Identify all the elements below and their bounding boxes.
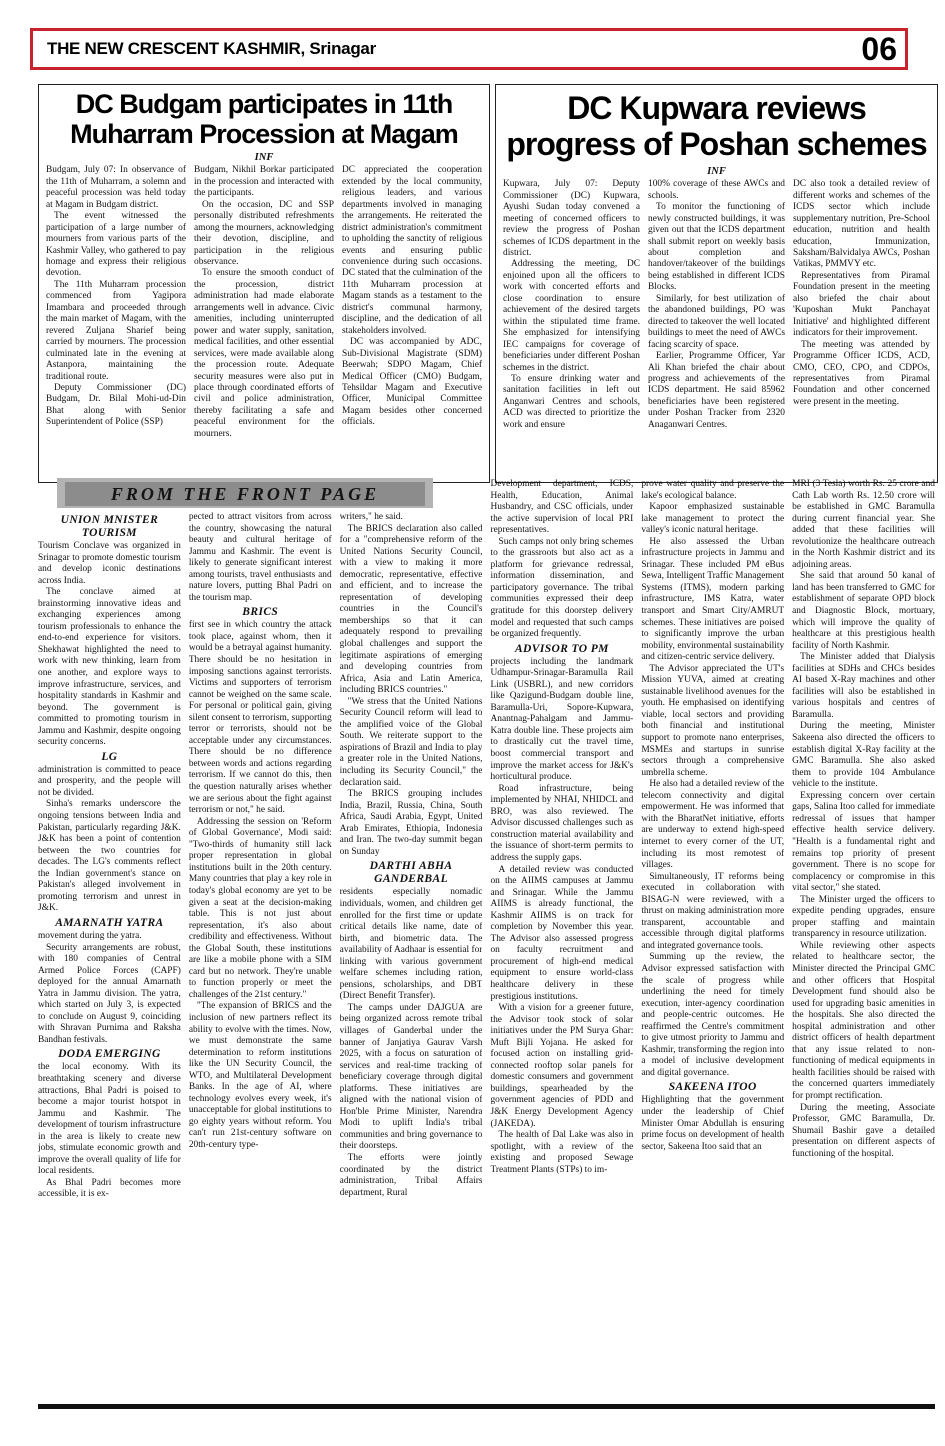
article-columns (503, 179, 930, 431)
article-paragraph: To ensure drinking water and sanitation facilities in left out Anganwari Centres and schools, ACD was directed to prioritize the work and ensure (503, 374, 640, 430)
continuation-column-1 (38, 479, 181, 1400)
article-paragraph: During the meeting, Associate Professor, GMC Baramulla, Dr. Shumail Bashir gave a detailed presentation on different aspects of functioning of the hospital. (792, 1102, 935, 1159)
article-paragraph: A detailed review was conducted on the AIIMS campuses at Jammu and Srinagar. While the Jammu AIIMS is already functional, the Kashmir AIIMS is on track for completion by November this year. The Advisor also assessed progress on faculty recruitment and procurement of high-end medical equipment to ensure world-class healthcare delivery in these prestigious institutions. (490, 864, 634, 1002)
section-subheading: BRICS (242, 606, 279, 619)
article-dateline: INF (707, 166, 726, 178)
article-paragraph: prove water quality and preserve the lake's ecological balance. (641, 479, 785, 501)
article-paragraph: The event witnessed the participation of a large number of mourners from various parts of the Kashmir Valley, who gathered to pay homage and express their religious devotion. (46, 211, 186, 279)
article-paragraph: The Minister added that Dialysis facilities at SDHs and CHCs besides AI based X-Ray machines and other facilities will also be established in various hospitals and centres of Baramulla. (792, 652, 935, 720)
article-paragraph: Budgam, July 07: In observance of the 11th of Muharram, a solemn and peaceful procession was held today at Magam in Budgam district. (46, 165, 186, 210)
article-budgam-muharram (38, 84, 490, 483)
article-paragraph: The BRICS grouping includes India, Brazil, Russia, China, South Africa, Saudi Arabia, Egypt, United Arab Emirates, Ethiopia, Indonesia and Iran. The two-day summit began on Sunday (339, 789, 483, 857)
article-paragraph: 100% coverage of these AWCs and schools. (648, 179, 785, 201)
article-paragraph: Development department, ICDS, Health, Education, Animal Husbandry, and CSC officials, under the active supervision of local PRI representatives. (490, 479, 634, 536)
article-headline: DC Kupwara reviews progress of Poshan schemes (506, 90, 927, 163)
article-paragraph: first see in which country the attack took place, against whom, then it would be a betrayal against humanity. There should be no hesitation in imposing sanctions against terrorists. Victims and supporters of terrorism cannot be weighed on the same scale. For personal or political gain, giving silent consent to terrorism, supporting terror or terrorists, should not be acceptable under any circumstances. There should be no difference between words and actions regarding terrorism. If we cannot do this, then the question naturally arises whether we are serious about the fight against terrorism or not," he said. (188, 620, 332, 816)
masthead (30, 28, 908, 70)
article-paragraph: Representatives from Piramal Foundation present in the meeting also briefed the chair about 'Kuposhan Mukt Panchayat Initiative' and highlighted different indicators for their improvement. (793, 270, 930, 339)
article-paragraph: residents especially nomadic individuals, women, and children get enrolled for the first time or update critical details like name, date of birth, and biometric data. The availability of Aadhaar is essential for linking with various government welfare schemes including ration, pensions, scholarships, and DBT (Direct Benefit Transfer). (339, 887, 483, 1002)
article-paragraph: projects including the landmark Udhampur-Srinagar-Baramulla Rail Link (USBRL), and new corridors like Qazigund-Budgam double line, Baramulla-Uri, Sopore-Kupwara, Anantnag-Pahalgam and Jammu-Katra double line. These projects aim to drastically cut the travel time, boost commercial transport and improve the market access for J&K's horticultural produce. (490, 656, 634, 783)
article-paragraph: MRI (3 Tesla) worth Rs. 25 crore and Cath Lab worth Rs. 12.50 crore will be established in GMC Baramulla during current financial year. She added that these facilities will revolutionize the healthcare outreach in the North Kashmir district and its adjoining areas. (792, 479, 935, 570)
article-paragraph: Budgam, Nikhil Borkar participated in the procession and interacted with the participants. (194, 165, 334, 199)
section-subheading: ADVISOR TO PM (514, 642, 609, 655)
article-paragraph: Earlier, Programme Officer, Yar Ali Khan briefed the chair about progress and achievements of the ICDS department. He said 85962 beneficiaries have been registered under Poshan Tracker from 2320 Anaganwari Centres. (648, 351, 785, 430)
article-paragraph: The 11th Muharram procession commenced from Yagipora Imambara and proceeded through the main market of Magam, with the revered Zuljana Sharief being carried by mourners. The procession culminated late in the evening at Astanpora, maintaining the traditional route. (46, 279, 186, 382)
article-paragraph: The camps under DAJGUA are being organized across remote tribal villages of Ganderbal under the banner of Janjatiya Gaurav Varsh 2025, with a focus on saturation of services and real-time tracking of beneficiary coverage through digital platforms. These initiatives are aligned with the national vision of Hon'ble Prime Minister, Narendra Modi to uplift India's tribal communities and bring governance to their doorsteps. (339, 1002, 483, 1152)
article-paragraph: During the meeting, Minister Sakeena also directed the officers to establish digital X-Ray facility at the GMC Baramulla. She also asked them to provide 104 Ambulance vehicle to the institute. (792, 721, 935, 790)
article-paragraph: Kupwara, July 07: Deputy Commissioner (DC) Kupwara, Ayushi Sudan today convened a meeting of concerned officers to review the progress of Poshan schemes of ICDS department in the district. (503, 179, 640, 259)
article-paragraph: movement during the yatra. (38, 930, 142, 941)
article-paragraph: As Bhal Padri becomes more accessible, it is ex- (38, 1177, 181, 1200)
section-subheading: DODA EMERGING (58, 1048, 161, 1061)
article-paragraph: She said that around 50 kanal of land has been transferred to GMC for establishment of separate OPD block and Diagnostic Block, mortuary, which will improve the quality of healthcare at this prestigious health facility of North Kashmir. (792, 571, 935, 651)
article-headline: DC Budgam participates in 11th Muharram Procession at Magam (70, 89, 458, 149)
article-paragraph: Sinha's remarks underscore the ongoing tensions between India and Pakistan, particularly regarding J&K. J&K has been a point of contention between the two countries for decades. The LG's comments reflect the Indian government's stance on Pakistan's alleged involvement in promoting terrorism and unrest in J&K. (38, 799, 181, 914)
bottom-rule (38, 1404, 935, 1409)
article-paragraph: Expressing concern over certain gaps, Salina Itoo called for immediate redressal of issues that hamper effective health service delivery. "Health is a fundamental right and remains top priority of present government. There is no scope for complacency or compromise in this vital sector," she stated. (792, 790, 935, 894)
article-paragraph: The Minister urged the officers to expedite pending upgrades, ensure proper staffing and maintain transparency in resource utilization. (792, 894, 935, 940)
article-paragraph: Simultaneously, IT reforms being executed in collaboration with BISAG-N were reviewed, with a thrust on making administration more transparent, accountable and accessible through digital platforms and integrated governance tools. (641, 871, 785, 951)
article-column-2 (648, 179, 785, 431)
page-number: 06 (861, 31, 897, 67)
continuation-column-6 (792, 479, 935, 1400)
article-paragraph: Summing up the review, the Advisor expressed satisfaction with the scale of progress while underlining the need for timely execution, inter-agency coordination and people-centric outcomes. He reaffirmed the Centre's commitment to give utmost priority to Jammu and Kashmir, transforming the region into a model of inclusive development and digital governance. (641, 952, 785, 1078)
article-paragraph: DC was accompanied by ADC, Sub-Divisional Magistrate (SDM) Beerwah; SDPO Magam, Chief Medical Officer (CMO) Budgam, Tehsildar Magam and Executive Officer, Municipal Committee Magam besides other concerned officials. (342, 337, 482, 428)
article-column-3 (342, 165, 482, 440)
article-column-2 (194, 165, 334, 440)
article-column-1 (46, 165, 186, 440)
banner-title: FROM THE FRONT PAGE (110, 483, 380, 504)
article-paragraph: DC also took a detailed review of different works and schemes of the ICDS sector which include supplementary nutrition, Pre-School education, nutrition and health education, Immunization, Saksham/Balvidalya AWCs, Poshan Vatikas, PMMVY etc. (793, 179, 930, 270)
article-paragraph: "The expansion of BRICS and the inclusion of new partners reflect its ability to evolve with the times. Now, we must demonstrate the same determination to reform institutions like the UN Security Council, the WTO, and Multilateral Development Banks. In the age of AI, where technology evolves every week, it's unacceptable for global institutions to go eighty years without reform. You can't run 21st-century software on 20th-century type- (188, 1001, 332, 1150)
section-subheading: AMARNATH YATRA (55, 916, 164, 929)
article-paragraph: On the occasion, DC and SSP personally distributed refreshments among the mourners, acknowledging their devotion, discipline, and participation in the religious observance. (194, 199, 334, 267)
article-paragraph: DC appreciated the cooperation extended by the local community, religious leaders, and various departments involved in managing the arrangements. He reiterated the district administration's commitment to upholding the sanctity of religious events and ensuring public convenience during such occasions. DC stated that the culmination of the 11th Muharram procession at Magam stands as a testament to the district's communal harmony, discipline, and the dedication of all stakeholders involved. (342, 165, 482, 336)
article-paragraph: Security arrangements are robust, with 180 companies of Central Armed Police Forces (CAPF) deployed for the annual Amarnath Yatra in Jammu division. The yatra, which started on July 3, is expected to conclude on August 9, coinciding with Shravan Purnima and Raksha Bandhan festivals. (38, 942, 181, 1045)
front-page-continuations (38, 479, 935, 1400)
article-paragraph: administration is committed to peace and prosperity, and the people will not be divided. (38, 764, 181, 798)
article-paragraph: While reviewing other aspects related to healthcare sector, the Minister directed the Principal GMC and other officers that Hospital Development fund should also be used for upgrading basic amenities in the hospitals. She also directed the hospital administration and other district officers of health department that any issue related to non-functioning of medical equipments in health facilities should be raised with the concerned quarters immediately for prompt rectification. (792, 940, 935, 1101)
section-subheading: SAKEENA ITOO (668, 1081, 757, 1094)
article-paragraph: Kapoor emphasized sustainable lake management to protect the valley's iconic natural heritage. (641, 502, 785, 536)
continuation-column-3 (340, 479, 483, 1400)
article-column-1 (503, 179, 640, 431)
article-paragraph: Road infrastructure, being implemented by NHAI, NHIDCL and BRO, was also reviewed. The Advisor discussed challenges such as construction material availability and the issuance of short-term permits to address the supply gaps. (490, 783, 634, 863)
article-paragraph: the local economy. With its breathtaking scenery and diverse attractions, Bhal Padri is poised to become a major tourist hotspot in Jammu and Kashmir. The development of tourism infrastructure in the area is likely to create new jobs, stimulate economic growth and improve the overall quality of life for local residents. (38, 1062, 181, 1177)
article-paragraph: writers," he said. (339, 512, 403, 522)
article-paragraph: The BRICS declaration also called for a "comprehensive reform of the United Nations Security Council, with a view to making it more democratic, representative, effective and efficient, and to increase the representation of developing countries in the Council's memberships so that it can adequately respond to prevailing global challenges and support the legitimate aspirations of emerging and developing countries from Africa, Asia and Latin America, including BRICS countries." (339, 523, 483, 696)
continuation-column-2 (189, 479, 332, 1400)
section-subheading: LG (101, 750, 118, 763)
article-paragraph: Tourism Conclave was organized in Srinagar to promote domestic tourism and develop iconic destinations across India. (38, 541, 181, 586)
article-paragraph: He also assessed the Urban infrastructure projects in Jammu and Srinagar. These included PM eBus Sewa, Intelligent Traffic Management Systems (ITMS), modern parking infrastructure, IMS Katra, water transport and Smart City/AMRUT schemes. These initiatives are poised to significantly improve the urban mobility, environmental sustainability and citizen-centric service delivery. (641, 536, 785, 663)
newspaper-title: THE NEW CRESCENT KASHMIR, Srinagar (47, 39, 376, 58)
article-dateline: INF (254, 152, 274, 164)
article-paragraph: "We stress that the United Nations Security Council reform will lead to the amplified voice of the Global South. We reiterate support to the aspirations of Brazil and India to play a greater role in the United Nations, including its Security Council," the declaration said. (339, 696, 483, 788)
article-paragraph: Addressing the session on 'Reform of Global Governance', Modi said: "Two-thirds of humanity still lack proper representation in global institutions built in the 20th century. Many countries that play a key role in today's global economy are yet to be given a seat at the decision-making table. This is not just about representation, it's also about credibility and effectiveness. Without the Global South, these institutions are like a mobile phone with a SIM card but no network. They're unable to function properly or meet the challenges of the 21st century." (188, 816, 332, 1000)
article-paragraph: With a vision for a greener future, the Advisor took stock of solar initiatives under the PM Surya Ghar: Muft Bijli Yojana. He asked for focused action on installing grid-connected rooftop solar panels for domestic consumers and government buildings, spearheaded by the government agencies of PDD and J&K Energy Development Agency (JAKEDA). (490, 1003, 634, 1129)
article-paragraph: The meeting was attended by Programme Officer ICDS, ACD, CMO, CEO, CPO, and CDPOs, representatives from Piramal Foundation and other concerned were present in the meeting. (793, 339, 930, 407)
article-paragraph: To monitor the functioning of newly constructed buildings, it was given out that the ICDS department shall submit report on weekly basis about completion and handover/takeover of the buildings being established in different ICDS Blocks. (648, 202, 785, 293)
article-paragraph: He also had a detailed review of the telecom connectivity and digital empowerment. He was informed that with the BharatNet initiative, efforts are underway to extend high-speed internet to every corner of the UT, including its most remotest of villages. (641, 779, 785, 871)
continuation-column-5 (641, 479, 784, 1400)
section-subheading: DARTHI ABHA GANDERBAL (369, 860, 453, 886)
article-columns (46, 165, 482, 440)
article-paragraph: Highlighting that the government under the leadership of Chief Minister Omar Abdullah is ensuring prime focus on development of health sector, Sakeena Itoo said that an (641, 1095, 785, 1152)
article-paragraph: Deputy Commissioner (DC) Budgam, Dr. Bilal Mohi-ud-Din Bhat along with Senior Superintendent of Police (SSP) (46, 382, 186, 428)
section-subheading: UNION MNISTER TOURISM (60, 514, 159, 539)
article-paragraph: The Advisor appreciated the UT's Mission YUVA, aimed at creating sustainable livelihood avenues for the youth. He emphasised on identifying viable, local sectors and providing both financial and institutional support to promote nano enterprises, MSMEs and startups in sunrise sectors through a comprehensive umbrella scheme. (641, 663, 785, 778)
article-paragraph: Similarly, for best utilization of the abandoned buildings, PO was directed to takeover the well located buildings to meet the need of AWCs facing scarcity of space. (648, 293, 785, 350)
article-column-3 (793, 179, 930, 431)
article-paragraph: pected to attract visitors from across the country, showcasing the natural beauty and cultural heritage of Jammu and Kashmir. The event is likely to generate significant interest among tourists, travel enthusiasts and nature lovers, putting Bhal Padri on the tourism map. (188, 512, 332, 603)
article-paragraph: The conclave aimed at brainstorming innovative ideas and exchanging experiences among tourism professionals to enhance the end-to-end experience for visitors. Shekhawat highlighted the need to work with new thinking, learn from one another, and explore ways to improve infrastructure, services, and hospitality standards in Kashmir and beyond. The government is committed to promoting tourism in Jammu and Kashmir, despite ongoing security concerns. (38, 587, 181, 748)
article-paragraph: The efforts were jointly coordinated by the district administration, Tribal Affairs department, Rural (339, 1152, 483, 1198)
continuation-column-4 (490, 479, 633, 1400)
top-articles-region (38, 84, 938, 483)
article-paragraph: The health of Dal Lake was also in spotlight, with a review of the existing and proposed Sewage Treatment Plants (STPs) to im- (490, 1130, 634, 1175)
article-paragraph: To ensure the smooth conduct of the procession, district administration had made elaborate arrangements well in advance. Civic amenities, including uninterrupted power and water supply, sanitation, medical facilities, and other essential services, were made available along the procession route. Adequate security measures were also put in place through coordinated efforts of civil and police administration, thereby facilitating a safe and peaceful environment for the mourners. (194, 268, 334, 439)
article-paragraph: Such camps not only bring schemes to the grassroots but also act as a platform for grievance redressal, information dissemination, and participatory governance. The tribal communities expressed their deep gratitude for this doorstep delivery model and requested that such camps be organized frequently. (490, 536, 634, 640)
article-paragraph: Addressing the meeting, DC enjoined upon all the officers to work with concerted efforts and close coordination to ensure achievement of the desired targets within the stipulated time frame. She emphasized for intensifying IEC campaigns for coverage of beneficiaries under different Poshan schemes in the district. (503, 259, 640, 373)
article-kupwara-poshan (495, 84, 938, 483)
